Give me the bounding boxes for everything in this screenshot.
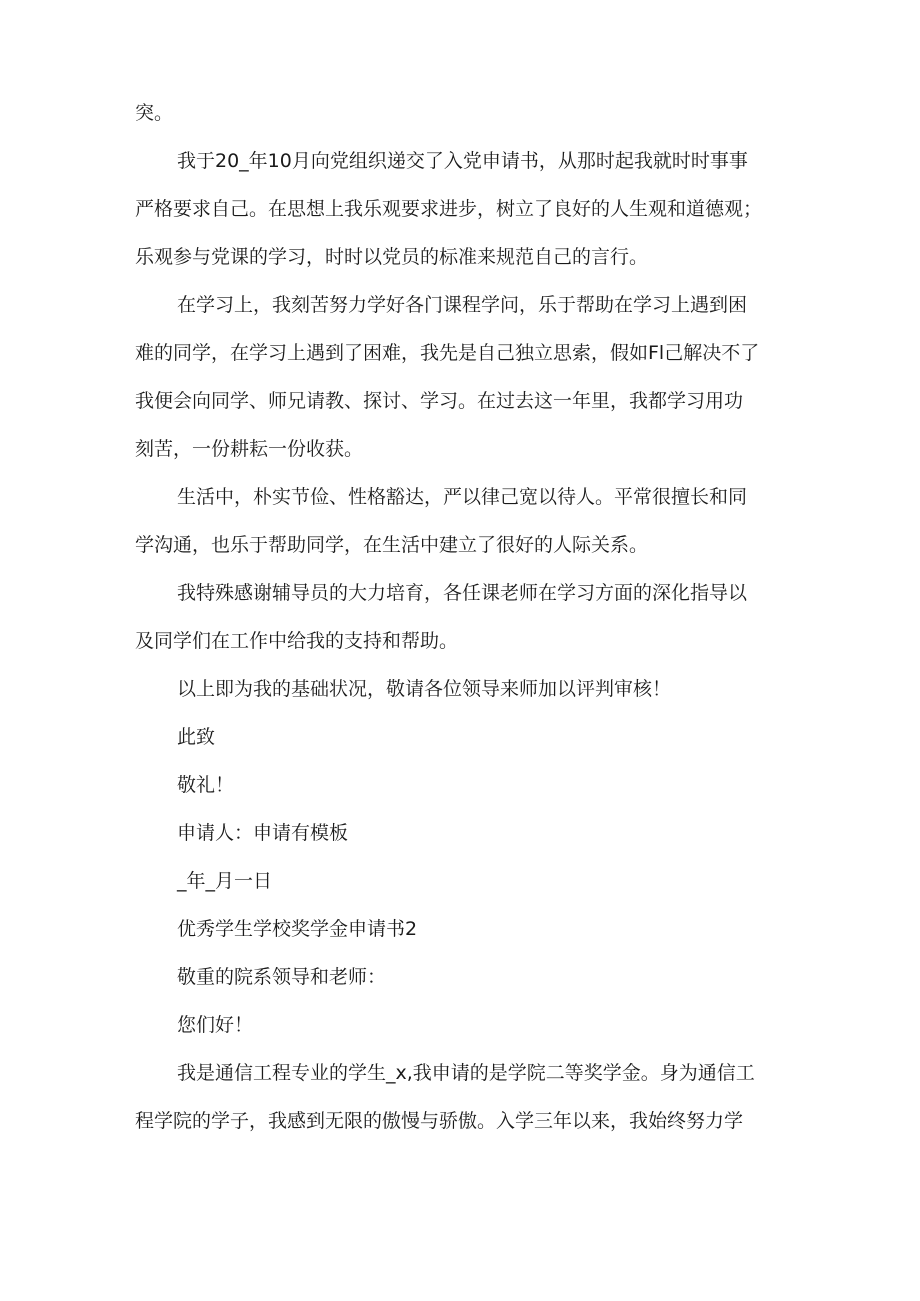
text-line: 以上即为我的基础状况，敬请各位领导来师加以评判审核！ bbox=[177, 678, 672, 700]
text-line: 您们好！ bbox=[177, 1014, 254, 1036]
text-line: 优秀学生学校奖学金申请书2 bbox=[177, 918, 418, 940]
text-line: 学沟通，也乐于帮助同学，在生活中建立了很好的人际关系。 bbox=[135, 534, 649, 556]
text-line: 我特殊感谢辅导员的大力培育，各任课老师在学习方面的深化指导以 bbox=[177, 582, 748, 604]
text-line: 突。 bbox=[135, 102, 174, 124]
text-line: _年_月一日 bbox=[177, 870, 273, 892]
text-line: 程学院的学子，我感到无限的傲慢与骄傲。入学三年以来，我始终努力学 bbox=[135, 1110, 744, 1132]
text-line: 严格要求自己。在思想上我乐观要求进步，树立了良好的人生观和道德观； bbox=[135, 198, 763, 220]
text-line: 申请人：申请有模板 bbox=[177, 822, 349, 844]
text-line: 刻苦，一份耕耘一份收获。 bbox=[135, 438, 364, 460]
text-line: 及同学们在工作中给我的支持和帮助。 bbox=[135, 630, 459, 652]
text-line: 敬重的院系领导和老师： bbox=[177, 966, 387, 988]
text-line: 乐观参与党课的学习，时时以党员的标准来规范自己的言行。 bbox=[135, 246, 649, 268]
text-line: 生活中，朴实节俭、性格豁达，严以律己宽以待人。平常很擅长和同 bbox=[177, 486, 748, 508]
text-line: 敬礼！ bbox=[177, 774, 235, 796]
text-line: 在学习上，我刻苦努力学好各门课程学问，乐于帮助在学习上遇到困 bbox=[177, 294, 748, 316]
text-line: 我于20_年10月向党组织递交了入党申请书，从那时起我就时时事事 bbox=[177, 150, 748, 172]
text-line: 此致 bbox=[177, 726, 216, 748]
text-line: 难的同学，在学习上遇到了困难，我先是自己独立思索，假如Fl己解决不了 bbox=[135, 342, 760, 364]
text-line: 我便会向同学、师兄请教、探讨、学习。在过去这一年里，我都学习用功 bbox=[135, 390, 744, 412]
text-line: 我是通信工程专业的学生_x,我申请的是学院二等奖学金。身为通信工 bbox=[177, 1062, 755, 1084]
